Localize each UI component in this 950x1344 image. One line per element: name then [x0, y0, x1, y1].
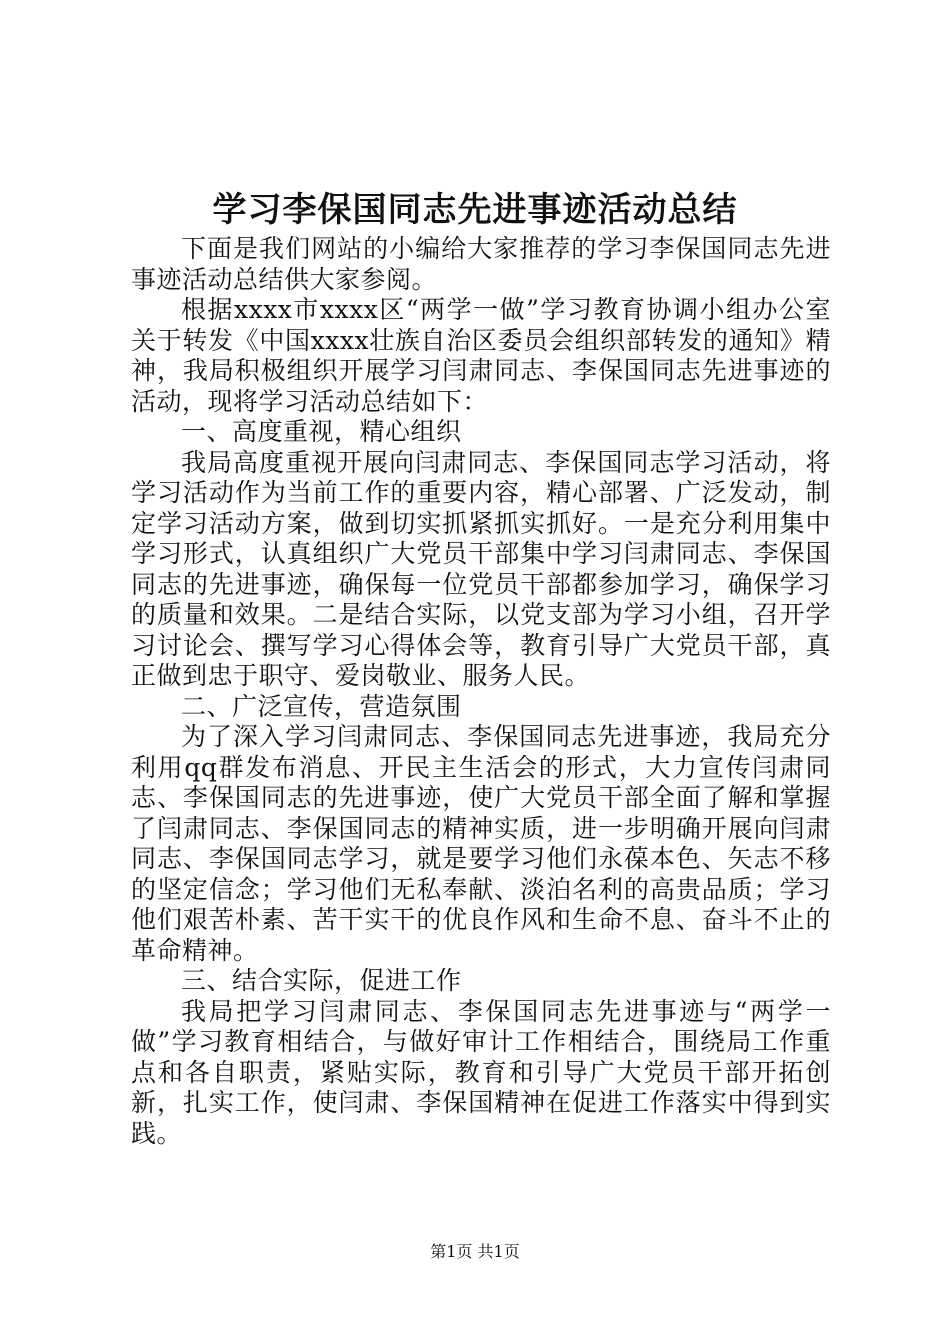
section-heading-3: 三、结合实际，促进工作 — [181, 966, 462, 995]
section-heading-2: 二、广泛宣传，营造氛围 — [181, 691, 462, 721]
intro-paragraph: 下面是我们网站的小编给大家推荐的学习李保国同志先进事迹活动总结供大家参阅。 — [131, 234, 831, 294]
section-heading-1: 一、高度重视，精心组织 — [181, 417, 462, 446]
section-paragraph-3: 我局把学习闫肃同志、李保国同志先进事迹与“两学一做”学习教育相结合，与做好审计工作相结合，围绕局工作重点和各自职责，紧贴实际，教育和引导广大党员干部开拓创新，扎实工作，使闫肃、李保国精神在促进工作落实中得到实践。 — [131, 996, 831, 1148]
section-paragraph-1: 我局高度重视开展向闫肃同志、李保国同志学习活动，将学习活动作为当前工作的重要内容，精心部署、广泛发动，制定学习活动方案，做到切实抓紧抓实抓好。一是充分利用集中学习形式，认真组织广大党员干部集中学习闫肃同志、李保国同志的先进事迹，确保每一位党员干部都参加学习，确保学习的质量和效果。二是结合实际，以党支部为学习小组，召开学习讨论会、撰写学习心得体会等，教育引导广大党员干部，真正做到忠于职守、爱岗敬业、服务人民。 — [131, 447, 831, 690]
section-paragraph-2: 为了深入学习闫肃同志、李保国同志先进事迹，我局充分利用qq群发布消息、开民主生活会的形式，大力宣传闫肃同志、李保国同志的先进事迹，使广大党员干部全面了解和掌握了闫肃同志、李保国同志的精神实质，进一步明确开展向闫肃同志、李保国同志学习，就是要学习他们永葆本色、矢志不移的坚定信念；学习他们无私奉献、淡泊名利的高贵品质；学习他们艰苦朴素、苦干实干的优良作风和生命不息、奋斗不止的革命精神。 — [131, 722, 831, 965]
document-title: 学习李保国同志先进事迹活动总结 — [212, 190, 738, 230]
background-paragraph: 根据xxxx市xxxx区“两学一做”学习教育协调小组办公室关于转发《中国xxxx壮族自治区委员会组织部转发的通知》精神，我局积极组织开展学习闫肃同志、李保国同志先进事迹的活动，现将学习活动总结如下： — [131, 295, 831, 416]
document-body — [131, 234, 831, 1149]
page-footer: 第1页 共1页 — [430, 1242, 520, 1261]
